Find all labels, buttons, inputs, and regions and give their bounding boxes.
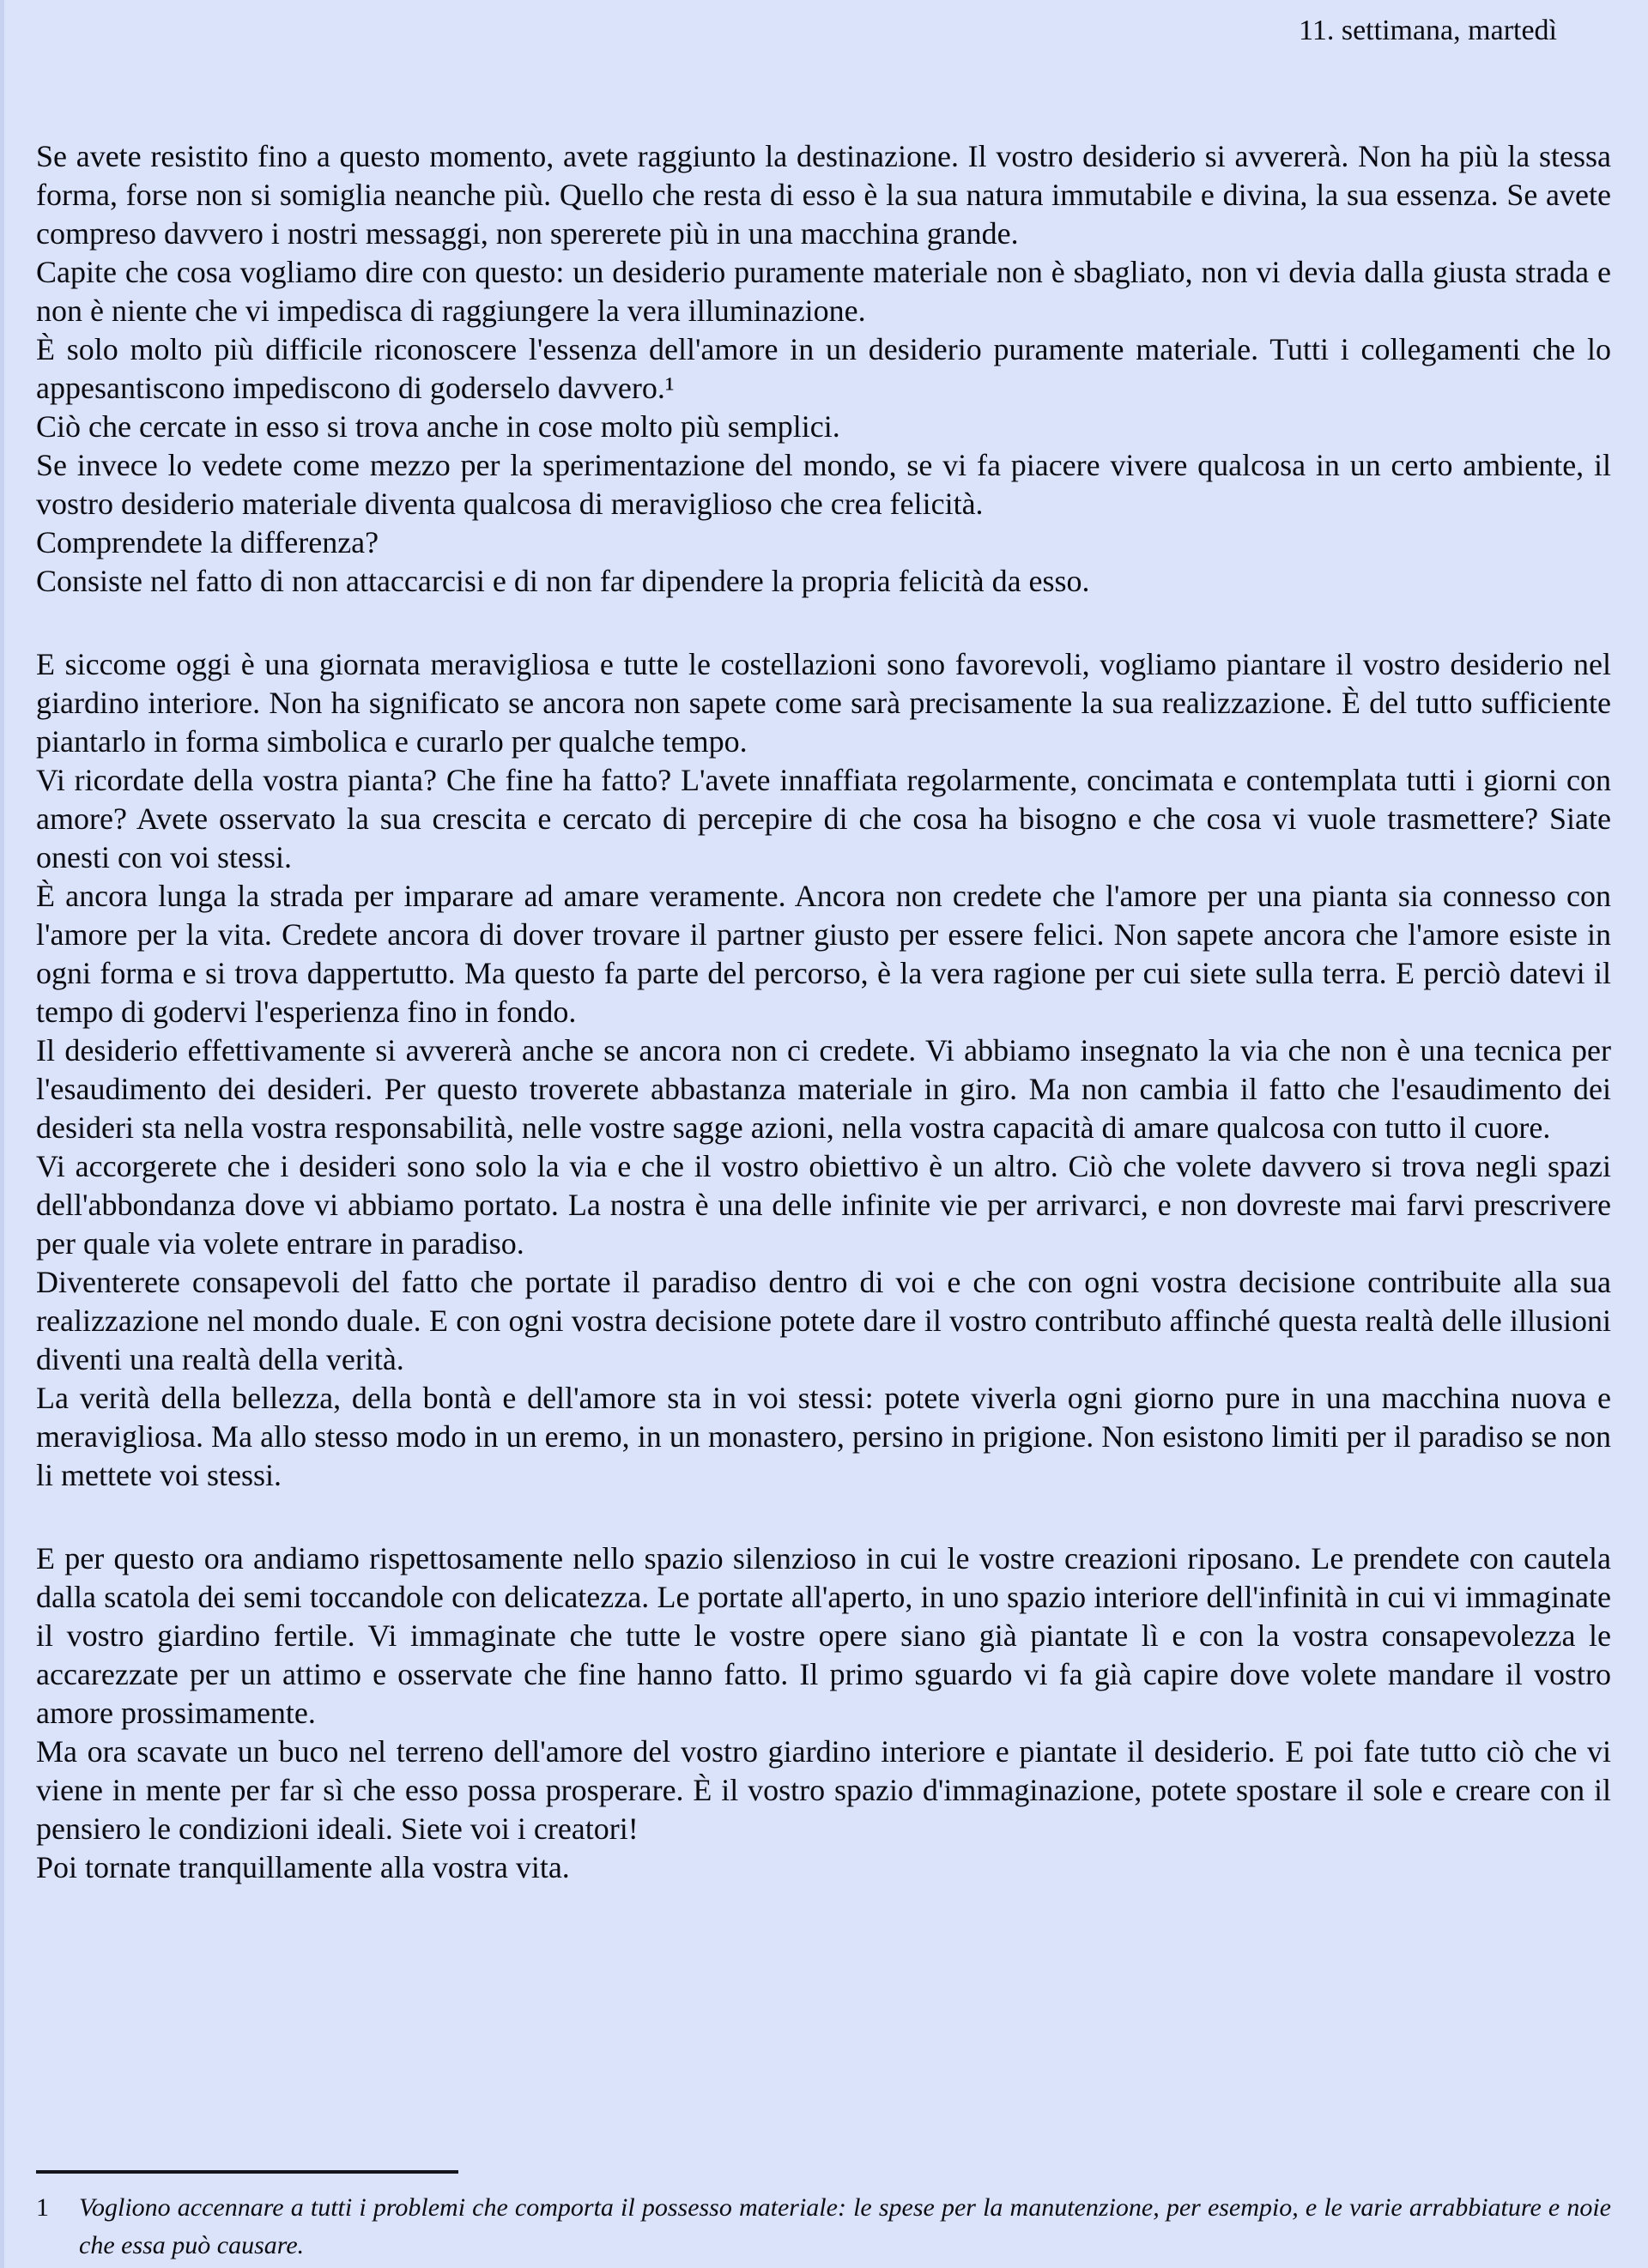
paragraph: Consiste nel fatto di non attaccarcisi e di non far dipendere la propria felicità da esso. [36, 564, 1090, 598]
header-week-day-label: 11. settimana, martedì [1299, 15, 1557, 46]
text-section [36, 1539, 1611, 1887]
paragraph: Vi accorgerete che i desideri sono solo la via e che il vostro obiettivo è un altro. Ciò che volete davvero si trova negli spazi dell'abbondanza dove vi abbiamo portato. La nostra è una delle infinite vie per arrivarci, e non dovreste mai farvi prescrivere per quale via volete entrare in paradiso. [36, 1149, 1611, 1261]
footnote-separator-rule [36, 2170, 458, 2174]
paragraph: Ma ora scavate un buco nel terreno dell'amore del vostro giardino interiore e piantate il desiderio. E poi fate tutto ciò che vi viene in mente per far sì che esso possa prosperare. È il vostro spazio d'immaginazione, potete spostare il sole e creare con il pensiero le condizioni ideali. Siete voi i creatori! [36, 1734, 1611, 1846]
running-header [0, 0, 1648, 50]
paragraph: E per questo ora andiamo rispettosamente nello spazio silenzioso in cui le vostre creazioni riposano. Le prendete con cautela dalla scatola dei semi toccandole con delicatezza. Le portate all'aperto, in uno spazio interiore dell'infinità in cui vi immaginate il vostro giardino fertile. Vi immaginate che tutte le vostre opere siano già piantate lì e con la vostra consapevolezza le accarezzate per un attimo e osservate che fine hanno fatto. Il primo sguardo vi fa già capire dove volete mandare il vostro amore prossimamente. [36, 1541, 1611, 1730]
paragraph: È solo molto più difficile riconoscere l'essenza dell'amore in un desiderio puramente materiale. Tutti i collegamenti che lo appesantiscono impediscono di goderselo davvero.¹ [36, 332, 1611, 405]
paragraph: E siccome oggi è una giornata meravigliosa e tutte le costellazioni sono favorevoli, vogliamo piantare il vostro desiderio nel giardino interiore. Non ha significato se ancora non sapete come sarà precisamente la sua realizzazione. È del tutto sufficiente piantarlo in forma simbolica e curarlo per qualche tempo. [36, 647, 1611, 759]
paragraph: Ciò che cercate in esso si trova anche in cose molto più semplici. [36, 409, 840, 444]
paragraph: Comprendete la differenza? [36, 525, 379, 559]
paragraph: Se invece lo vedete come mezzo per la sperimentazione del mondo, se vi fa piacere vivere qualcosa in un certo ambiente, il vostro desiderio materiale diventa qualcosa di meraviglioso che crea felicità. [36, 448, 1611, 521]
paragraph: Se avete resistito fino a questo momento, avete raggiunto la destinazione. Il vostro desiderio si avvererà. Non ha più la stessa forma, forse non si somiglia neanche più. Quello che resta di esso è la sua natura immutabile e divina, la sua essenza. Se avete compreso davvero i nostri messaggi, non spererete più in una macchina grande. [36, 139, 1611, 251]
paragraph: Vi ricordate della vostra pianta? Che fine ha fatto? L'avete innaffiata regolarmente, concimata e contemplata tutti i giorni con amore? Avete osservato la sua crescita e cercato di percepire di che cosa ha bisogno e che cosa vi vuole trasmettere? Siate onesti con voi stessi. [36, 763, 1611, 874]
paragraph: È ancora lunga la strada per imparare ad amare veramente. Ancora non credete che l'amore per una pianta sia connesso con l'amore per la vita. Credete ancora di dover trovare il partner giusto per essere felici. Non sapete ancora che l'amore esiste in ogni forma e si trova dappertutto. Ma questo fa parte del percorso, è la vera ragione per cui siete sulla terra. E perciò datevi il tempo di godervi l'esperienza fino in fondo. [36, 879, 1611, 1029]
text-section [36, 137, 1611, 601]
paragraph: Il desiderio effettivamente si avvererà anche se ancora non ci credete. Vi abbiamo insegnato la via che non è una tecnica per l'esaudimento dei desideri. Per questo troverete abbastanza materiale in giro. Ma non cambia il fatto che l'esaudimento dei desideri sta nella vostra responsabilità, nelle vostre sagge azioni, nella vostra capacità di amare qualcosa con tutto il cuore. [36, 1033, 1611, 1145]
paragraph: Poi tornate tranquillamente alla vostra vita. [36, 1850, 570, 1884]
body-text [36, 137, 1611, 1887]
paragraph: La verità della bellezza, della bontà e dell'amore sta in voi stessi: potete viverla ogni giorno pure in una macchina nuova e meravigliosa. Ma allo stesso modo in un eremo, in un monastero, persino in prigione. Non esistono limiti per il paradiso se non li mettete voi stessi. [36, 1381, 1611, 1492]
paragraph: Capite che cosa vogliamo dire con questo: un desiderio puramente materiale non è sbagliato, non vi devia dalla giusta strada e non è niente che vi impedisca di raggiungere la vera illuminazione. [36, 255, 1611, 328]
footnote-number: 1 [36, 2193, 49, 2222]
footnote [36, 2189, 1611, 2265]
paragraph: Diventerete consapevoli del fatto che portate il paradiso dentro di voi e che con ogni vostra decisione contribuite alla sua realizzazione nel mondo duale. E con ogni vostra decisione potete dare il vostro contributo affinché questa realtà delle illusioni diventi una realtà della verità. [36, 1265, 1611, 1376]
text-section [36, 645, 1611, 1495]
footnote-text: Vogliono accennare a tutti i problemi che comporta il possesso materiale: le spese per la manutenzione, per esempio, e le varie arrabbiature e noie che essa può causare. [79, 2193, 1611, 2259]
footnote-area [36, 2170, 1611, 2265]
page-left-edge [0, 0, 4, 2268]
